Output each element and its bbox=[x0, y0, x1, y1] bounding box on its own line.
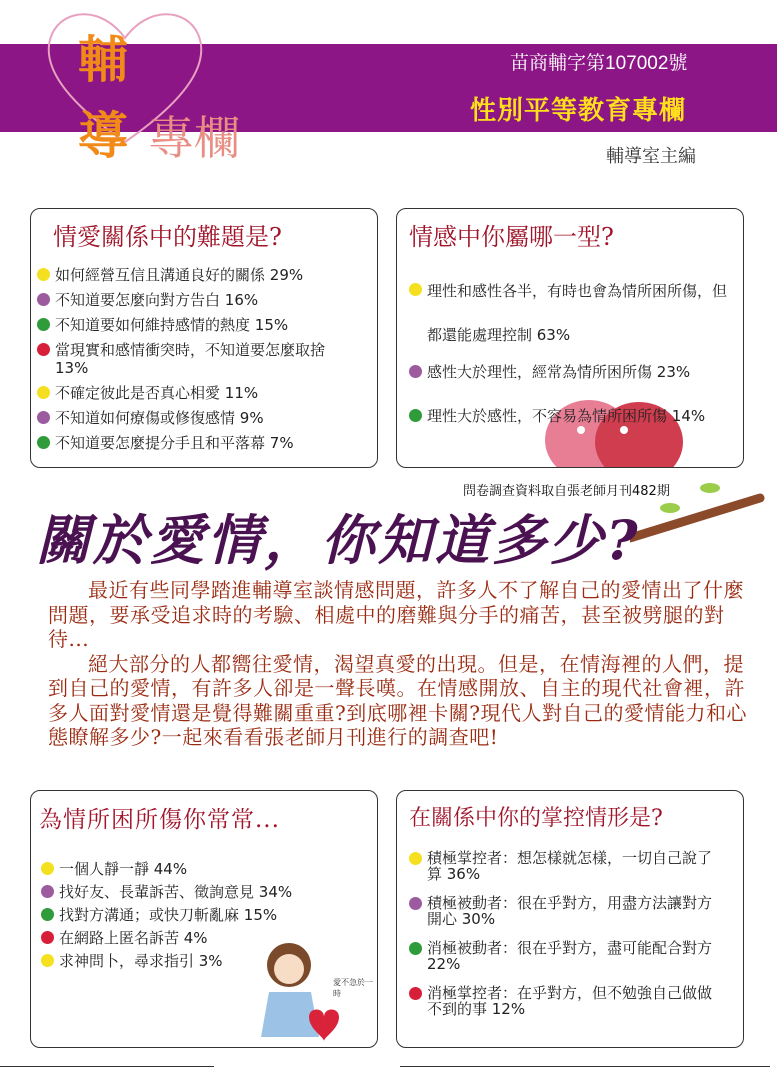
box-title: 情感中你屬哪一型? bbox=[409, 223, 614, 251]
box-control bbox=[396, 790, 744, 1048]
logo-char-zhuanlan: 專欄 bbox=[148, 111, 240, 165]
bullet-dot-icon bbox=[409, 283, 422, 296]
list-item: 積極被動者：很在乎對方，用盡方法讓對方開心 30% bbox=[409, 895, 731, 927]
list-item: 積極掌控者：想怎樣就怎樣，一切自己說了算 36% bbox=[409, 850, 731, 882]
headline: 關於愛情，你知道多少? bbox=[36, 508, 641, 572]
bullet-dot-icon bbox=[409, 942, 422, 955]
footer-line-left bbox=[0, 1066, 214, 1067]
box-coping bbox=[30, 790, 378, 1048]
bullet-dot-icon bbox=[409, 987, 422, 1000]
survey-source-note: 問卷調查資料取自張老師月刊482期 bbox=[463, 480, 670, 499]
article-paragraph: 絕大部分的人都嚮往愛情，渴望真愛的出現。但是，在情海裡的人們，提到自己的愛情，有許多人卻是一聲長嘆。在情感開放、自主的現代社會裡，許多人面對愛情還是覺得難關重重?到底哪裡卡關?現代人對自己的愛情能力和心態瞭解多少?一起來看看張老師月刊進行的調查吧! bbox=[48, 651, 747, 749]
box-relationship-difficulties bbox=[30, 208, 378, 468]
approval-number: 苗商輔字第107002號 bbox=[510, 53, 688, 74]
type-list bbox=[409, 269, 737, 425]
bullet-dot-icon bbox=[37, 386, 50, 399]
list-item: 不確定彼此是否真心相愛 11% bbox=[37, 384, 369, 402]
list-item: 一個人靜一靜 44% bbox=[41, 860, 369, 878]
bullet-dot-icon bbox=[37, 411, 50, 424]
list-item: 理性大於感性，不容易為情所困所傷 14% bbox=[409, 407, 737, 425]
box-title: 在關係中你的掌控情形是? bbox=[409, 806, 663, 831]
difficulty-list bbox=[31, 252, 377, 452]
bullet-dot-icon bbox=[41, 862, 54, 875]
bullet-dot-icon bbox=[37, 268, 50, 281]
bullet-dot-icon bbox=[409, 897, 422, 910]
branch-illustration bbox=[630, 468, 770, 558]
list-item: 如何經營互信且溝通良好的關係 29% bbox=[37, 266, 369, 284]
list-item: 求神問卜，尋求指引 3% bbox=[41, 952, 369, 970]
list-item: 消極被動者：很在乎對方，盡可能配合對方 22% bbox=[409, 940, 731, 972]
bullet-dot-icon bbox=[41, 931, 54, 944]
list-item: 不知道要如何維持感情的熱度 15% bbox=[37, 316, 369, 334]
footer-line-right bbox=[400, 1066, 770, 1067]
logo-char-dao: 導 bbox=[78, 106, 128, 165]
box-title: 情愛關係中的難題是? bbox=[53, 223, 282, 251]
control-list bbox=[397, 832, 743, 1017]
list-item: 找好友、長輩訴苦、徵詢意見 34% bbox=[41, 883, 369, 901]
girl-caption: 愛不急於一時 bbox=[333, 978, 373, 998]
list-item: 感性大於理性，經常為情所困所傷 23% bbox=[409, 363, 737, 381]
article-body bbox=[48, 578, 758, 750]
list-item: 找對方溝通；或快刀斬亂麻 15% bbox=[41, 906, 369, 924]
list-item: 不知道要怎麼提分手且和平落幕 7% bbox=[37, 434, 369, 452]
bullet-dot-icon bbox=[409, 852, 422, 865]
bullet-dot-icon bbox=[409, 365, 422, 378]
list-item: 理性和感性各半，有時也會為情所困所傷，但都還能處理控制 63% bbox=[409, 269, 737, 357]
column-title: 性別平等教育專欄 bbox=[470, 96, 687, 126]
bullet-dot-icon bbox=[37, 318, 50, 331]
box-title: 為情所困所傷你常常... bbox=[39, 807, 280, 833]
bullet-dot-icon bbox=[37, 293, 50, 306]
editor-credit: 輔導室主編 bbox=[606, 146, 696, 167]
box-emotion-type bbox=[396, 208, 744, 468]
logo-char-fu: 輔 bbox=[78, 30, 128, 89]
article-paragraph: 最近有些同學踏進輔導室談情感問題，許多人不了解自己的愛情出了什麼問題，要承受追求時的考驗、相處中的磨難與分手的痛苦，甚至被劈腿的對待... bbox=[48, 578, 744, 651]
list-item: 消極掌控者：在乎對方，但不勉強自己做做不到的事 12% bbox=[409, 985, 731, 1017]
bullet-dot-icon bbox=[41, 954, 54, 967]
list-item: 在網路上匿名訴苦 4% bbox=[41, 929, 369, 947]
bullet-dot-icon bbox=[41, 908, 54, 921]
bullet-dot-icon bbox=[37, 436, 50, 449]
list-item: 不知道如何療傷或修復感情 9% bbox=[37, 409, 369, 427]
bullet-dot-icon bbox=[41, 885, 54, 898]
list-item: 當現實和感情衝突時，不知道要怎麼取捨 13% bbox=[37, 341, 369, 377]
list-item: 不知道要怎麼向對方告白 16% bbox=[37, 291, 369, 309]
bullet-dot-icon bbox=[37, 343, 50, 356]
bullet-dot-icon bbox=[409, 409, 422, 422]
